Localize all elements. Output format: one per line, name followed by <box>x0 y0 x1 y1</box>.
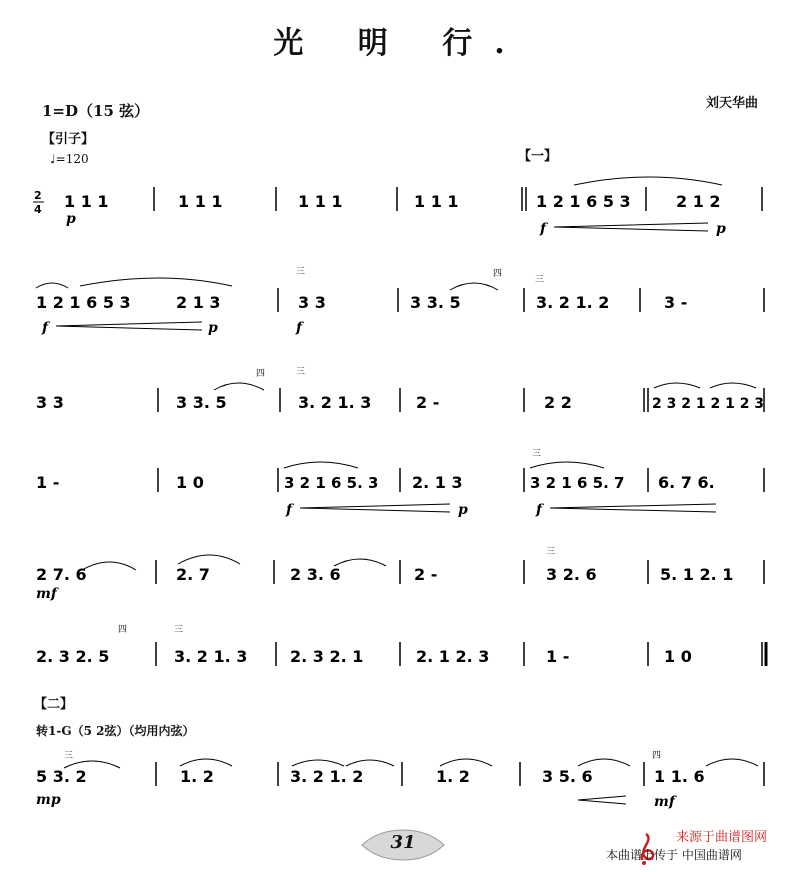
string-mark: 三 <box>546 547 556 557</box>
dynamic-marking: f <box>286 502 293 518</box>
staff-system-4 <box>0 449 800 552</box>
measure-notes: 2 3. 6 <box>290 565 341 584</box>
dynamic-marking: mf <box>36 586 57 602</box>
measure-notes: 2 2 <box>544 393 572 412</box>
measure-notes: 1 1 1 <box>298 192 343 211</box>
dynamic-marking: mp <box>36 792 61 808</box>
string-mark: 三 <box>174 625 184 635</box>
measure-notes: 3 2 1 6 5. 7 <box>530 474 625 492</box>
measure-notes: 1 1 1 <box>414 192 459 211</box>
measure-notes: 3 3. 5 <box>410 293 461 312</box>
page-title: 光 明 行. <box>273 26 527 61</box>
measure-notes: 1 - <box>546 647 570 666</box>
measure-notes: 6. 7 6. <box>658 473 715 492</box>
dynamic-marking: p <box>208 320 218 336</box>
measure-notes: 1. 2 <box>436 767 470 786</box>
staff-system-6 <box>0 618 800 718</box>
measure-notes: 2 - <box>414 565 438 584</box>
string-mark: 四 <box>256 369 266 379</box>
time-signature-top: 2 <box>34 189 42 202</box>
time-signature-bottom: 4 <box>34 203 42 216</box>
section-label-part2: 【二】 <box>34 697 74 712</box>
string-mark: 三 <box>535 275 545 285</box>
string-mark: 三 <box>64 751 74 761</box>
dynamic-marking: f <box>42 320 49 336</box>
measure-notes: 1. 2 <box>180 767 214 786</box>
measure-notes: 3. 2 1. 2 <box>536 293 610 312</box>
dynamic-marking: p <box>716 221 726 237</box>
measure-notes: 1 1 1 <box>178 192 223 211</box>
measure-notes: 2 3 2 1 2 1 2 3 <box>652 396 765 412</box>
measure-notes: 3. 2 1. 2 <box>290 767 364 786</box>
measure-notes: 2. 3 2. 5 <box>36 647 110 666</box>
staff-system-2 <box>0 268 800 368</box>
string-mark: 四 <box>493 269 503 279</box>
string-mark: 三 <box>296 367 306 377</box>
measure-notes: 2. 1 3 <box>412 473 463 492</box>
modulation-note: 转1-G（5 2弦）（均用内弦） <box>36 724 195 738</box>
measure-notes: 2 7. 6 <box>36 565 87 584</box>
measure-notes: 5 3. 2 <box>36 767 87 786</box>
measure-notes: 3 2. 6 <box>546 565 597 584</box>
page-number: 31 <box>390 832 416 853</box>
string-mark: 三 <box>296 267 306 277</box>
dynamic-marking: mf <box>654 794 675 810</box>
dynamic-marking: f <box>540 221 547 237</box>
watermark-text: 来源于曲谱图网 <box>676 830 768 845</box>
measure-notes: 3 2 1 6 5. 3 <box>284 474 379 492</box>
measure-notes: 1 2 1 6 5 3 <box>536 192 631 211</box>
dynamic-marking: f <box>536 502 543 518</box>
staff-system-1 <box>0 165 800 265</box>
string-mark: 四 <box>118 625 128 635</box>
measure-notes: 3 3 <box>298 293 326 312</box>
measure-notes: 3. 2 1. 3 <box>174 647 248 666</box>
dynamic-marking: f <box>296 320 303 336</box>
footer-text: 本曲谱上传于 中国曲谱网 <box>606 848 742 862</box>
measure-notes: 1 1 1 <box>64 192 109 211</box>
measure-notes: 3 - <box>664 293 688 312</box>
section-label-intro: 【引子】 <box>42 132 95 147</box>
measure-notes: 1 0 <box>176 473 204 492</box>
string-mark: 四 <box>652 751 662 761</box>
measure-notes: 1 - <box>36 473 60 492</box>
measure-notes: 1 2 1 6 5 3 <box>36 293 131 312</box>
measure-notes: 3 3 <box>36 393 64 412</box>
composer-credit: 刘天华曲 <box>705 96 758 111</box>
dynamic-marking: p <box>458 502 468 518</box>
tempo-marking: ♩=120 <box>50 152 89 166</box>
measure-notes: 3. 2 1. 3 <box>298 393 372 412</box>
measure-notes: 2 - <box>416 393 440 412</box>
key-signature: 1=D（15 弦） <box>42 102 150 120</box>
measure-notes: 2. 3 2. 1 <box>290 647 364 666</box>
measure-notes: 5. 1 2. 1 <box>660 565 734 584</box>
measure-notes: 2. 1 2. 3 <box>416 647 490 666</box>
measure-notes: 3 5. 6 <box>542 767 593 786</box>
measure-notes: 1 0 <box>664 647 692 666</box>
section-label-part1: 【一】 <box>518 149 558 164</box>
measure-notes: 2. 7 <box>176 565 210 584</box>
dynamic-marking: p <box>66 211 76 227</box>
measure-notes: 1 1. 6 <box>654 767 705 786</box>
measure-notes: 2 1 3 <box>176 293 221 312</box>
measure-notes: 3 3. 5 <box>176 393 227 412</box>
measure-notes: 2 1 2 <box>676 192 721 211</box>
string-mark: 三 <box>532 449 542 459</box>
